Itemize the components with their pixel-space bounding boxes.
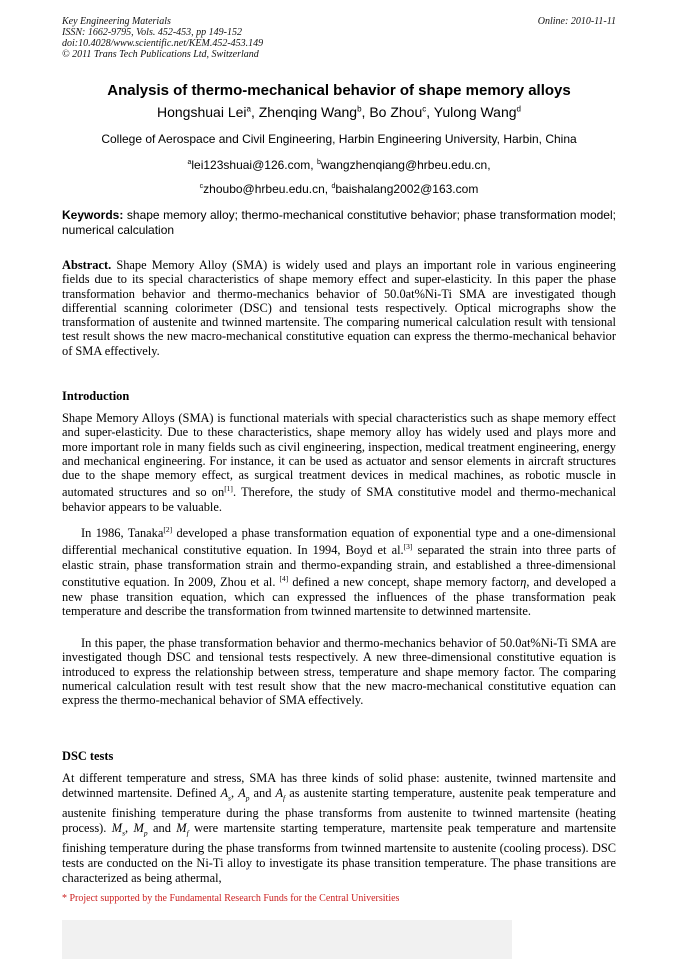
abstract: [62, 258, 616, 358]
text-run: In 1986, Tanaka: [81, 526, 164, 541]
intro-paragraph-3: In this paper, the phase transformation behavior and thermo-mechanics behavior of 50.0at%Ni-Ti SMA are investigated though DSC and tensional tests respectively. A new three-dimensional constitutive equation is introduced to express the relationship between stress, temperature and shape memory factor. The comparing numerical calculation result with test result show that the new macro-mechanical constitutive equation can express the thermo-mechanical behavior of SMA effectively.: [62, 636, 616, 708]
symbol-Af: $A_f$: [275, 786, 286, 803]
citation[interactable]: [3]: [403, 542, 413, 552]
keywords-label: Keywords:: [62, 208, 124, 222]
section-heading-dsc: DSC tests: [62, 749, 114, 763]
issn-line: ISSN: 1662-9795, Vols. 452-453, pp 149-152: [62, 27, 242, 38]
author-mark: a: [246, 104, 251, 114]
author-name: Yulong Wang: [433, 104, 517, 120]
email-mark: c: [199, 183, 204, 190]
intro-paragraph-1: [62, 411, 616, 514]
keywords: [62, 208, 616, 238]
symbol-As: $A_s$: [220, 786, 231, 803]
author-name: Hongshuai Lei: [157, 104, 247, 120]
online-date: Online: 2010-11-11: [537, 16, 616, 27]
text-run: defined a new concept, shape memory factor: [288, 575, 521, 590]
intro-paragraph-2: [62, 523, 616, 618]
author-mark: c: [422, 104, 427, 114]
text-run: developed a phase transformation equation of exponential type and a one-dimensional differential mechanical constitutive equation. In 1994, Boyd et al.: [62, 526, 616, 558]
symbol-Ap: $A_p$: [238, 786, 250, 803]
doi-line: doi:10.4028/www.scientific.net/KEM.452-453.149: [62, 38, 264, 49]
journal-header: [62, 16, 616, 60]
text-run: Shape Memory Alloys (SMA) is functional materials with special characteristics such as shape memory effect and super-elasticity. Due to these characteristics, shape memory alloy has widely used and plays more and more important role in many fields such as civil engineering, inspection, medical treatment engineering, energy and mechanical engineering. For instance, it can be used as actuator and sensor elements in aircraft structures due to the shape memory effect, as surgical treatment devices in medical machines, as robotic muscle in automated structures and so on: [62, 411, 616, 500]
keywords-text: shape memory alloy; thermo-mechanical constitutive behavior; phase transformation model; numerical calculation: [62, 208, 616, 237]
paper-title: Analysis of thermo-mechanical behavior of shape memory alloys: [107, 82, 571, 99]
text-run: At different temperature and stress, SMA has three kinds of solid phase: austenite, twinned martensite and detwinned martensite. Defined: [62, 771, 616, 801]
abstract-label: Abstract.: [62, 258, 112, 272]
text-run: and: [249, 786, 276, 801]
affiliation: College of Aerospace and Civil Engineering, Harbin Engineering University, Harbin, China: [101, 132, 577, 146]
author-name: Bo Zhou: [369, 104, 423, 120]
section-heading-introduction: Introduction: [62, 389, 130, 403]
email-link[interactable]: lei123shuai@126.com: [191, 158, 311, 172]
citation[interactable]: [4]: [279, 574, 289, 584]
text-run: ,: [125, 821, 134, 836]
email-list: $^a$lei123shuai@126.com, $^b$wangzhenqiang@hrbeu.edu.cn, $^c$zhoubo@hrbeu.edu.cn, $^d$baishalang2002@163.com: [187, 158, 491, 196]
abstract-text: Shape Memory Alloy (SMA) is widely used and plays an important role in various engineering fields due to its special characteristics of shape memory effect and super-elasticity. In this paper the phase transformation behavior and thermo-mechanics behavior of 50.0at%Ni-Ti SMA are investigated though differential scanning colorimeter (DSC) and tensional tests respectively. Optical micrographs show the transformation of austenite and twinned martensite. The comparing numerical calculation result with tensional test result shows the new macro-mechanical constitutive equation can express the thermo-mechanical behavior of SMA effectively.: [62, 258, 616, 358]
email-link[interactable]: baishalang2002@163.com: [335, 182, 479, 196]
author-mark: b: [357, 104, 362, 114]
citation[interactable]: [1]: [224, 484, 233, 494]
text-run: as austenite starting temperature, austenite peak temperature and austenite finishing temperature during the phase transforms from austenite to twinned martensite (heating process).: [62, 786, 616, 836]
text-run: ,: [230, 786, 239, 801]
citation[interactable]: [2]: [163, 525, 173, 534]
email-link[interactable]: wangzhenqiang@hrbeu.edu.cn: [320, 158, 488, 172]
text-run: , and developed a new phase transition equation, which can expressed the influences of the phase transformation peak temperature and describe the transformation from twinned martensite to detwinned martensite.: [62, 575, 617, 618]
text-run: and: [147, 821, 177, 836]
email-link[interactable]: zhoubo@hrbeu.edu.cn: [203, 182, 325, 196]
symbol-Ms: $M_s$: [111, 821, 126, 838]
copyright-line: © 2011 Trans Tech Publications Ltd, Switzerland: [62, 49, 259, 60]
watermark-graphic: [62, 910, 512, 959]
text-run: were martensite starting temperature, martensite peak temperature and martensite finishing temperature during the phase transforms from twinned martensite to austenite (cooling process). DSC tests are conducted on the Ni-Ti alloy to investigate its phase transition temperature. The phase transitions are characterized as being athermal,: [62, 821, 617, 886]
dsc-paragraph: [62, 771, 616, 886]
eta-symbol: η: [520, 575, 527, 590]
symbol-Mf: $M_f$: [176, 821, 189, 838]
text-run: separated the strain into three parts of elastic strain, phase transformation strain and thermo-expanding strain, and established a three-dimensional constitutive equation. In 2009, Zhou et al.: [62, 543, 617, 590]
email-mark: b: [316, 159, 321, 166]
author-name: Zhenqing Wang: [258, 104, 358, 120]
text-run: . Therefore, the study of SMA constitutive model and thermo-mechanical behavior appears to be valuable.: [62, 485, 617, 514]
author-list: Hongshuai Lei$^a$, Zhenqing Wang$^b$, Bo Zhou$^c$, Yulong Wang$^d$: [157, 104, 521, 120]
email-mark: a: [187, 159, 192, 166]
journal-name: Key Engineering Materials: [62, 16, 171, 27]
symbol-Mp: $M_p$: [133, 821, 148, 838]
email-mark: d: [331, 183, 336, 190]
author-mark: d: [516, 104, 521, 114]
funding-footnote: * Project supported by the Fundamental Research Funds for the Central Universities: [62, 893, 400, 904]
